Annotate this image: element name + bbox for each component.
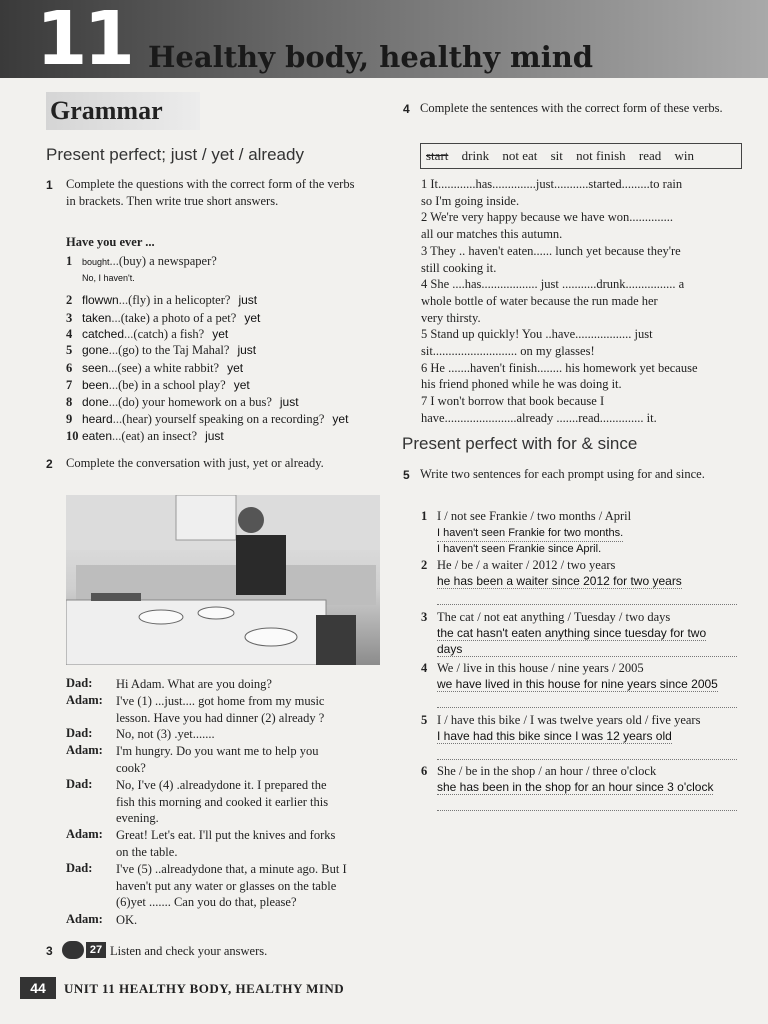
answer-verb: bought [82,257,110,267]
item-number: 3 [66,311,73,325]
exercise-4-sentence-line: 6 He .......haven't finish........ his homework yet because [421,360,698,375]
item-prompt: (eat) an insect? [121,429,198,443]
exercise-4-sentence-line: still cooking it. [421,260,497,275]
answer-line-2: I haven't seen Frankie since April. [437,543,602,555]
item-prompt: (take) a photo of a pet? [120,311,237,325]
dialog-speaker: Adam: [66,827,103,842]
exercise-1-item: 7 been...(be) in a school play? yet [66,378,250,392]
dialog-line: OK. [116,913,138,928]
answer-line-1: the cat hasn't eaten anything since tuesday for two [437,626,707,640]
short-answer-word: yet [244,311,261,325]
exercise-4-sentence-line: have.......................already .......read.............. it. [421,410,657,425]
exercise-1-item: 9 heard...(hear) yourself speaking on a recording? yet [66,412,349,426]
exercise-4-sentence-line: so I'm going inside. [421,193,520,208]
verb-box [420,143,742,169]
item-prompt: We / live in this house / nine years / 2005 [437,661,644,675]
answer-verb: been [82,378,109,392]
dialog-speaker: Dad: [66,776,93,791]
exercise-4-sentence-line: 4 She ....has.................. just ...........drunk................ a [421,277,685,292]
dialog-line: No, I've (4) .alreadydone it. I prepared the [116,777,327,792]
answer-verb: seen [82,361,109,375]
exercise-4-sentence-line: 7 I won't borrow that book because I [421,394,605,409]
exercise-1-item: 5 gone...(go) to the Taj Mahal? just [66,343,257,357]
short-answer-word: yet [212,327,229,341]
dialog-line: No, not (3) .yet....... [116,727,215,742]
item-number: 10 [66,429,79,443]
exercise-4-sentence-line: 1 It............has..............just...........started.........to rain [421,177,683,191]
exercise-4-sentence-line: all our matches this autumn. [421,227,563,242]
exercise-3-text: Listen and check your answers. [110,944,268,958]
short-answer-word: just [237,343,257,357]
exercise-1-item: 10 eaten...(eat) an insect? just [66,429,224,443]
item-number: 2 [421,558,428,572]
exercise-3-number: 3 [46,944,53,958]
unit-number: 11 [36,0,131,82]
footer-unit-title: UNIT 11 HEALTHY BODY, HEALTHY MIND [64,981,345,996]
verb-not-finish: not finish [576,148,626,163]
kitchen-illustration [66,495,380,665]
item-prompt: I / have this bike / I was twelve years old / five years [437,713,701,727]
item-number: 9 [66,412,73,426]
exercise-5-item [421,508,631,524]
item-number: 5 [421,713,428,727]
dialog-speaker: Dad: [66,726,93,741]
verb-start: start [426,148,449,163]
verb-read: read [638,148,662,163]
item-number: 6 [421,764,428,778]
exercise-5-item [421,557,615,573]
item-number: 1 [66,254,73,268]
exercise-4-number: 4 [403,102,410,116]
short-answer-word: yet [227,361,244,375]
exercise-4-sentence-line: his friend phoned while he was doing it. [421,377,622,392]
item-number: 4 [421,661,428,675]
exercise-2-number: 2 [46,457,53,471]
exercise-2-instruction: Complete the conversation with just, yet or already. [66,456,324,470]
exercise-4-sentence-line: sit........................... on my glasses! [421,344,595,358]
item-number: 3 [421,610,428,624]
item-number: 7 [66,378,73,392]
dialog-speaker: Adam: [66,912,103,927]
item-prompt: She / be in the shop / an hour / three o'clock [437,764,657,778]
item-number: 1 [421,509,428,523]
dialog-speaker: Adam: [66,692,103,707]
answer-line-2 [437,693,737,708]
dialog-line: fish this morning and cooked it earlier this [116,794,329,809]
exercise-1-item: 1 bought...(buy) a newspaper? [66,254,217,268]
have-you-ever-label: Have you ever ... [66,235,155,249]
answer-line-1: he has been a waiter since 2012 for two years [437,574,682,588]
answer-line-2 [437,796,737,811]
exercise-1-item: 2 flowwn...(fly) in a helicopter? just [66,293,258,307]
exercise-1-item: 6 seen...(see) a white rabbit? yet [66,361,244,375]
exercise-4-sentence-line: 2 We're very happy because we have won.............. [421,210,673,225]
exercise-4-sentence-line: whole bottle of water because the run made her [421,293,658,308]
answer-line-2 [437,745,737,760]
short-answer: No, I haven't. [82,273,135,283]
item-prompt: (hear) yourself speaking on a recording? [122,412,325,426]
exercise-5-item [421,660,644,676]
answer-verb: catched [82,327,125,341]
item-prompt: I / not see Frankie / two months / April [437,509,632,523]
short-answer-word: just [279,395,299,409]
exercise-5-instruction: Write two sentences for each prompt using for and since. [420,467,705,481]
dialog-speaker: Dad: [66,860,93,875]
item-prompt: (fly) in a helicopter? [128,293,231,307]
exercise-1-item: 4 catched...(catch) a fish? yet [66,327,229,341]
answer-verb: flowwn [82,293,119,307]
answer-line-1: I haven't seen Frankie for two months. [437,525,623,542]
answer-line-2 [437,590,737,605]
dialog-line: I'm hungry. Do you want me to help you [116,744,319,759]
item-prompt: (buy) a newspaper? [118,254,217,268]
answer-verb: done [82,395,109,409]
exercise-1-item: 3 taken...(take) a photo of a pet? yet [66,311,261,325]
section-subhead-for-since: Present perfect with for & since [402,434,638,453]
short-answer-word: yet [233,378,250,392]
verb-not-eat: not eat [502,148,538,163]
answer-verb: taken [82,311,112,325]
audio-disc-icon [62,941,84,959]
answer-verb: heard [82,412,113,426]
answer-line-1: she has been in the shop for an hour since 3 o'clock [437,780,714,794]
verb-sit: sit [550,148,563,163]
exercise-1-instruction: Complete the questions with the correct form of the verbs in brackets. Then write true short answers. [66,177,355,208]
exercise-4-instruction: Complete the sentences with the correct form of these verbs. [420,101,723,115]
item-number: 8 [66,395,73,409]
item-prompt: (go) to the Taj Mahal? [118,343,230,357]
dialog-line: haven't put any water or glasses on the table [116,878,337,893]
dialog-line: (6)yet ....... Can you do that, please? [116,895,297,910]
dialog-line: evening. [116,811,159,826]
item-prompt: The cat / not eat anything / Tuesday / two days [437,610,671,624]
answer-verb: gone [82,343,109,357]
short-answer-word: just [205,429,224,443]
exercise-4-sentence-line: very thirsty. [421,310,481,325]
exercise-5-item [421,712,700,728]
short-answer-word: just [238,293,258,307]
verb-win: win [674,148,695,163]
item-number: 6 [66,361,73,375]
exercise-5-number: 5 [403,468,410,482]
dialog-speaker: Dad: [66,676,93,690]
exercise-4-sentence-line: 3 They .. haven't eaten...... lunch yet because they're [421,243,681,258]
dialog-line: I've (5) ..alreadydone that, a minute ago. But I [116,861,347,876]
grammar-heading: Grammar [46,92,200,130]
dialog-line: I've (1) ...just.... got home from my music [116,693,325,708]
dialog-line: lesson. Have you had dinner (2) already ? [116,710,325,725]
exercise-1-number: 1 [46,178,53,192]
section-subhead-present-perfect: Present perfect; just / yet / already [46,145,304,164]
item-prompt: (be) in a school play? [118,378,226,392]
dialog-speaker: Adam: [66,743,103,758]
item-number: 2 [66,293,73,307]
answer-line-1: I have had this bike since I was 12 years old [437,729,672,743]
page-number: 44 [20,977,56,999]
exercise-1-item: 8 done...(do) your homework on a bus? just [66,395,299,409]
answer-verb: eaten [82,429,113,443]
kitchen-scene-graphic [66,495,380,665]
verb-drink: drink [461,148,490,163]
answer-line-1: we have lived in this house for nine years since 2005 [437,677,718,691]
item-prompt: He / be / a waiter / 2012 / two years [437,558,616,572]
item-prompt: (see) a white rabbit? [117,361,220,375]
item-number: 4 [66,327,73,341]
exercise-5-item [421,609,670,625]
short-answer-word: yet [332,412,349,426]
unit-title: Healthy body, healthy mind [148,40,594,74]
dialog-line: cook? [116,761,146,775]
dialog-line: Great! Let's eat. I'll put the knives and forks [116,828,336,843]
dialog-line: Hi Adam. What are you doing? [116,677,272,691]
exercise-5-item [421,763,656,779]
dialog-line: on the table. [116,845,178,859]
answer-line-2: days [437,642,737,657]
item-prompt: (do) your homework on a bus? [118,395,272,409]
item-number: 5 [66,343,73,357]
item-prompt: (catch) a fish? [133,327,205,341]
exercise-4-sentence-line: 5 Stand up quickly! You ..have.................. just [421,327,653,342]
audio-track-number: 27 [86,942,106,958]
